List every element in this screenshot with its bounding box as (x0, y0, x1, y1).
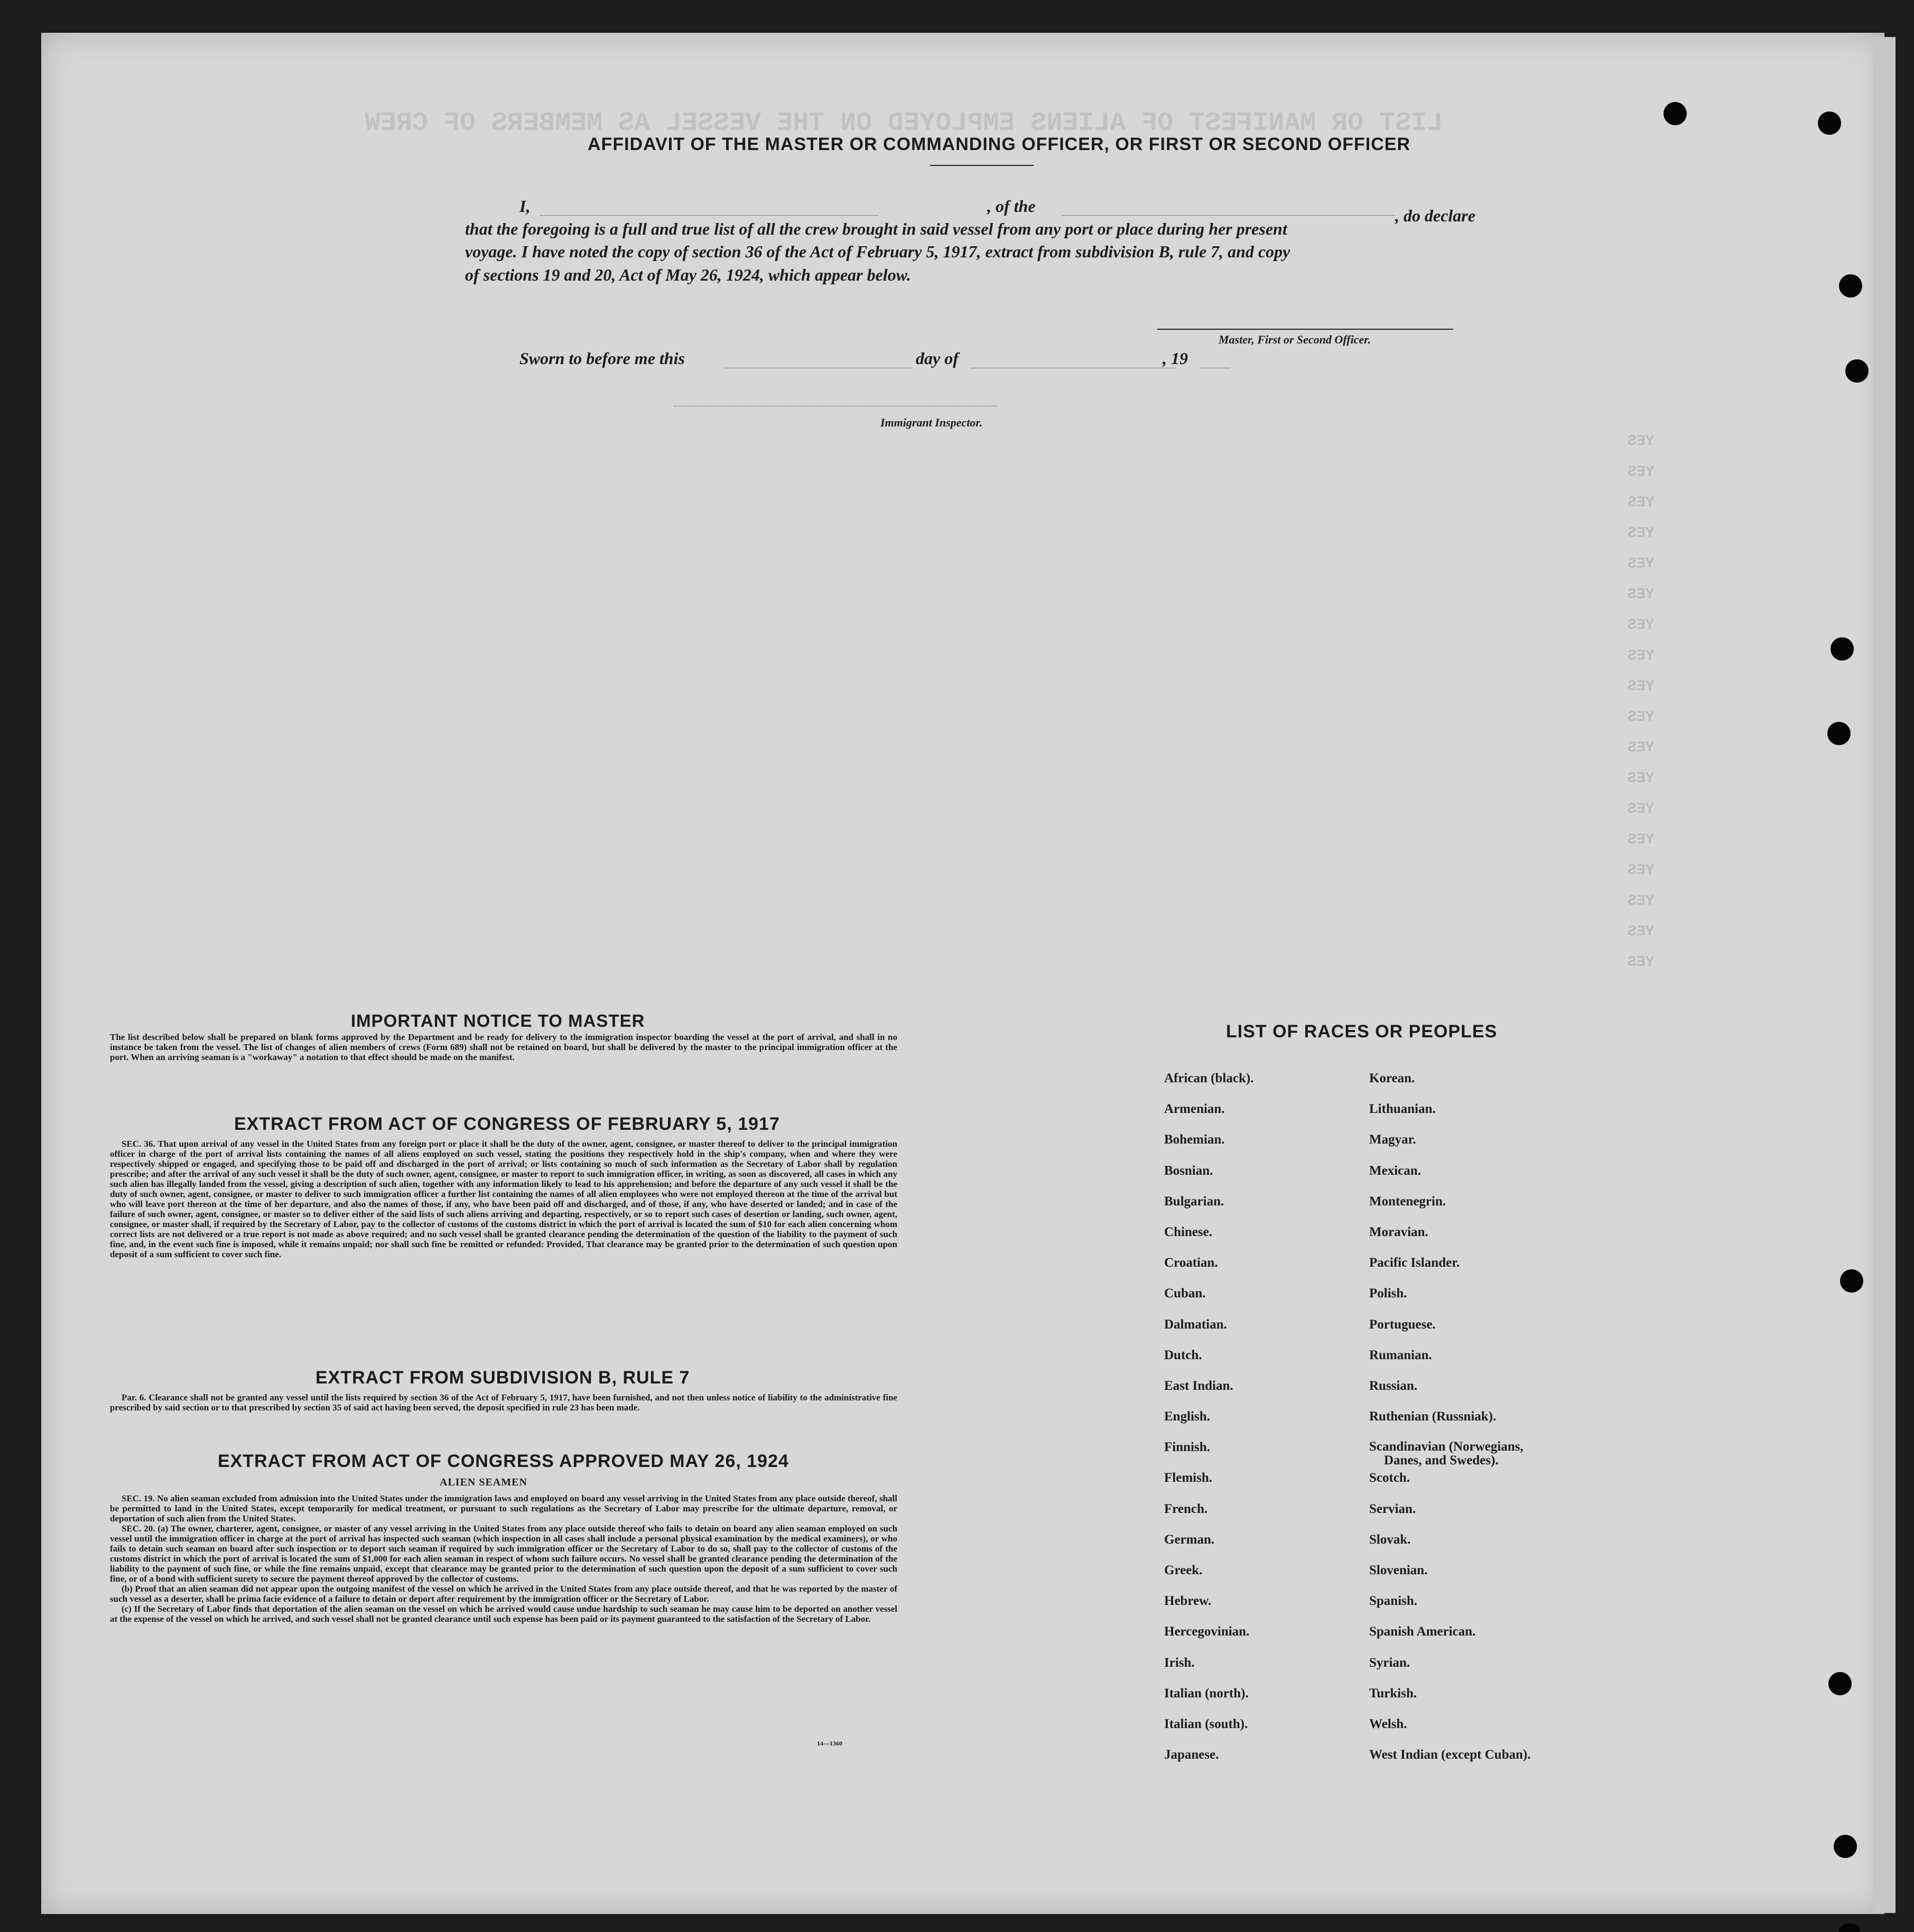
affidavit-line4: of sections 19 and 20, Act of May 26, 1924, which appear below. (465, 265, 911, 284)
section-20a-text: SEC. 20. (a) The owner, charterer, agent, consignee, or master of any vessel arriving in the United States from any place outside thereof who fails to detain on board any alien seaman employed on such vessel until the immigration officer in charge at the port of arrival has inspected such seaman (which inspection in all cases shall include a personal physical examination by the medical examiners), or who fails to detain such seaman on board after such inspection or to deport such seaman if required by such immigration officer or the Secretary of Labor to do so, shall pay to the collector of customs of the customs district in which the port of arrival is located the sum of $1,000 for each alien seaman in respect of whom such failure occurs. No vessel shall be granted clearance pending the determination of the liability to the payment of such fine, or while the fine remains unpaid, except that clearance may be granted prior to the determination of such question upon the deposit of a sum sufficient to cover such fine, or of a bond with sufficient surety to secure the payment thereof approved by the collector of customs. (110, 1524, 897, 1584)
affidavit-line3: voyage. I have noted the copy of section 36 of the Act of February 5, 1917, extract from subdivision B, rule 7, and copy (465, 242, 1290, 261)
punch-hole (1845, 359, 1869, 383)
bleed-through-row: YES (1628, 617, 1655, 634)
bleed-through-row: YES (1628, 495, 1655, 511)
bleed-through-header: LIST OR MANIFEST OF ALIENS EMPLOYED ON THE VESSEL AS MEMBERS OF CREW (365, 108, 1443, 138)
section-20c-text: (c) If the Secretary of Labor finds that deportation of the alien seaman on the vessel on which he arrived would cause undue hardship to such seaman he may cause him to be deported on another vessel at the expense of the vessel on which he arrived, and such vessel shall not be granted clearance until such expense has been paid or its payment guaranteed to the satisfaction of the Secretary of Labor. (110, 1604, 897, 1624)
race-item: Bosnian. (1164, 1163, 1213, 1178)
rule7-title: EXTRACT FROM SUBDIVISION B, RULE 7 (315, 1368, 690, 1388)
punch-hole (1834, 1835, 1857, 1858)
alien-seamen-subtitle: ALIEN SEAMEN (440, 1476, 527, 1488)
race-item: Bohemian. (1164, 1132, 1225, 1147)
race-item: Portuguese. (1369, 1317, 1436, 1332)
race-item: Italian (south). (1164, 1716, 1248, 1731)
bleed-through-row: YES (1628, 464, 1655, 480)
race-item: Mexican. (1369, 1163, 1421, 1178)
race-item: Rumanian. (1369, 1348, 1432, 1362)
bleed-through-row: YES (1628, 924, 1655, 940)
bleed-through-row: YES (1628, 525, 1655, 542)
punch-hole (1828, 1672, 1852, 1695)
bleed-through-row: YES (1628, 433, 1655, 450)
race-item: African (black). (1164, 1071, 1254, 1085)
signature-line (1157, 329, 1453, 330)
race-item-line: Danes, and Swedes). (1384, 1453, 1499, 1468)
races-column-2 (1369, 1071, 1531, 1778)
sworn-end: , 19 (1163, 349, 1188, 368)
notice-title: IMPORTANT NOTICE TO MASTER (351, 1011, 645, 1030)
bleed-through-row: YES (1628, 587, 1655, 603)
race-item: French. (1164, 1501, 1208, 1516)
bleed-through-row: YES (1628, 556, 1655, 572)
sworn-start: Sworn to before me this (519, 349, 685, 368)
punch-hole (1827, 722, 1851, 745)
race-item: Japanese. (1164, 1748, 1219, 1762)
race-item: Montenegrin. (1369, 1194, 1446, 1209)
race-item: East Indian. (1164, 1378, 1233, 1393)
affidavit-title: AFFIDAVIT OF THE MASTER OR COMMANDING OFFICER, OR FIRST OR SECOND OFFICER (588, 134, 1410, 154)
affidavit-line2: that the foregoing is a full and true list of all the crew brought in said vessel from any port or place during her present (465, 219, 1287, 238)
affidavit-line1-start: I, (519, 197, 531, 216)
race-item: Syrian. (1369, 1655, 1410, 1670)
race-item: Slovenian. (1369, 1563, 1428, 1577)
race-item: Servian. (1369, 1501, 1416, 1516)
race-item: Moravian. (1369, 1224, 1428, 1239)
race-item: Polish. (1369, 1286, 1407, 1301)
inspector-caption: Immigrant Inspector. (880, 416, 983, 429)
race-item: Dutch. (1164, 1348, 1202, 1362)
race-item (1369, 1440, 1531, 1471)
extract-1924-body (110, 1493, 897, 1624)
bleed-through-row: YES (1628, 893, 1655, 909)
race-item: Turkish. (1369, 1686, 1417, 1701)
race-item: Croatian. (1164, 1256, 1218, 1270)
races-title: LIST OF RACES OR PEOPLES (1226, 1021, 1498, 1042)
race-item: Korean. (1369, 1071, 1415, 1085)
race-item: Ruthenian (Russniak). (1369, 1409, 1497, 1424)
race-item: Magyar. (1369, 1132, 1416, 1147)
sworn-mid: day of (916, 349, 959, 368)
race-item: German. (1164, 1532, 1215, 1547)
race-item: Armenian. (1164, 1102, 1225, 1117)
race-item: Hercegovinian. (1164, 1624, 1250, 1639)
bleed-through-row: YES (1628, 679, 1655, 695)
punch-hole (1839, 1924, 1860, 1932)
race-item: Chinese. (1164, 1224, 1212, 1239)
race-item: Dalmatian. (1164, 1317, 1227, 1332)
form-number: 14—1360 (817, 1740, 842, 1747)
race-item-line: Scandinavian (Norwegians, (1369, 1439, 1523, 1454)
rule7-text: Par. 6. Clearance shall not be granted any vessel until the lists required by section 36 of the Act of February 5, 1917, have been furnished, and not then unless notice of liability to the administrative fine prescribed by said section or to that prescribed by section 35 of said act having been served, the deposit specified in rule 23 has been made. (110, 1392, 897, 1413)
page-edge (1873, 37, 1896, 1913)
bleed-through-row: YES (1628, 770, 1655, 787)
race-item: Hebrew. (1164, 1594, 1212, 1609)
punch-hole (1839, 274, 1862, 298)
declarant-name-blank (540, 215, 878, 216)
punch-hole (1818, 112, 1841, 135)
affidavit-line1-mid: , of the (987, 197, 1036, 216)
race-item: Spanish American. (1369, 1624, 1476, 1639)
race-item: Pacific Islander. (1369, 1256, 1460, 1270)
punch-hole (1840, 1269, 1863, 1293)
affidavit-line1-end: , do declare (1395, 206, 1475, 225)
race-item: Russian. (1369, 1378, 1418, 1393)
race-item: Bulgarian. (1164, 1194, 1224, 1209)
bleed-through-row: YES (1628, 862, 1655, 879)
bleed-through-row: YES (1628, 648, 1655, 664)
race-item: Italian (north). (1164, 1686, 1249, 1701)
signature-caption: Master, First or Second Officer. (1219, 333, 1371, 346)
punch-hole (1831, 637, 1854, 661)
race-item: Flemish. (1164, 1471, 1212, 1485)
divider (930, 165, 1034, 166)
race-item: Irish. (1164, 1655, 1195, 1670)
race-item: Welsh. (1369, 1716, 1407, 1731)
race-item: West Indian (except Cuban). (1369, 1748, 1531, 1762)
races-column-1 (1164, 1071, 1253, 1778)
section-19-text: SEC. 19. No alien seaman excluded from admission into the United States under the immigration laws and employed on board any vessel arriving in the United States from any place outside thereof, shall be permitted to land in the United States, except temporarily for medical treatment, or pursuant to such regulations as the Secretary of Labor may prescribe for the ultimate departure, removal, or deportation of such alien from the United States. (110, 1493, 897, 1524)
bleed-through-row: YES (1628, 954, 1655, 971)
punch-hole (1664, 102, 1687, 125)
extract-1917-text: SEC. 36. That upon arrival of any vessel in the United States from any foreign port or place it shall be the duty of the owner, agent, consignee, or master thereof to deliver to the principal immigration officer in charge of the port of arrival lists containing the names of all aliens employed on such vessel, stating the positions they respectively hold in the ship's company, when and where they were respectively shipped or engaged, and specifying those to be paid off and discharged in the port of arrival; or lists containing so much of such information as the Secretary of Labor shall by regulation prescribe; and after the arrival of any such vessel it shall be the duty of such owner, agent, consignee, or master to report to such immigration officer, in writing, as soon as discovered, all cases in which any such alien has illegally landed from the vessel, giving a description of such alien, together with any information likely to lead to his apprehension; and before the departure of any such vessel it shall be the duty of such owner, agent, consignee, or master to deliver to such immigration officer a further list containing the names of all alien employees who were not employed thereon at the time of the arrival but who will leave port thereon at the time of her departure, and also the names of those, if any, who have been paid off and discharged, and of those, if any, who have deserted or landed; and in case of the failure of such owner, agent, consignee, or master so to deliver either of the said lists of such aliens arriving and departing, respectively, or so to report such cases of desertion or landing, such owner, agent, consignee, or master shall, if required by the Secretary of Labor, pay to the collector of customs of the customs district in which the port of arrival is located the sum of $10 for each alien concerning whom correct lists are not delivered or a true report is not made as above required; and no such vessel shall be granted clearance pending the determination of the question of the liability to the payment of such fine, and, in the event such fine is imposed, while it remains unpaid; nor shall such fine be remitted or refunded: Provided, That clearance may be granted prior to the determination of such question upon deposit of a sum sufficient to cover such fine. (110, 1139, 897, 1259)
document-sheet (41, 33, 1884, 1914)
notice-text: The list described below shall be prepared on blank forms approved by the Department and be ready for delivery to the immigration inspector boarding the vessel at the port of arrival, and shall in no instance be taken from the vessel. The list of changes of alien members of crews (Form 689) shall not be retained on board, but shall be delivered by the master to the principal immigration officer at the port. When an arriving seaman is a "workaway" a notation to that effect should be made on the manifest. (110, 1032, 897, 1062)
race-item: Lithuanian. (1369, 1102, 1436, 1117)
race-item: Cuban. (1164, 1286, 1206, 1301)
bleed-through-row: YES (1628, 740, 1655, 756)
bleed-through-row: YES (1628, 709, 1655, 726)
extract-1917-title: EXTRACT FROM ACT OF CONGRESS OF FEBRUARY 5, 1917 (234, 1114, 780, 1134)
race-item: English. (1164, 1409, 1210, 1424)
vessel-name-blank (1062, 215, 1395, 216)
bleed-through-row: YES (1628, 801, 1655, 818)
extract-1924-title: EXTRACT FROM ACT OF CONGRESS APPROVED MAY 26, 1924 (218, 1451, 789, 1471)
race-item: Spanish. (1369, 1594, 1418, 1609)
race-item: Scotch. (1369, 1471, 1410, 1485)
section-20b-text: (b) Proof that an alien seaman did not appear upon the outgoing manifest of the vessel on which he arrived in the United States from any place outside thereof, and that he was reported by the master of such vessel as a deserter, shall be prima facie evidence of a failure to detain or deport after requirement by the immigration officer or the Secretary of Labor. (110, 1584, 897, 1604)
bleed-through-row: YES (1628, 832, 1655, 848)
race-item: Slovak. (1369, 1532, 1411, 1547)
race-item: Greek. (1164, 1563, 1203, 1577)
race-item: Finnish. (1164, 1440, 1210, 1455)
